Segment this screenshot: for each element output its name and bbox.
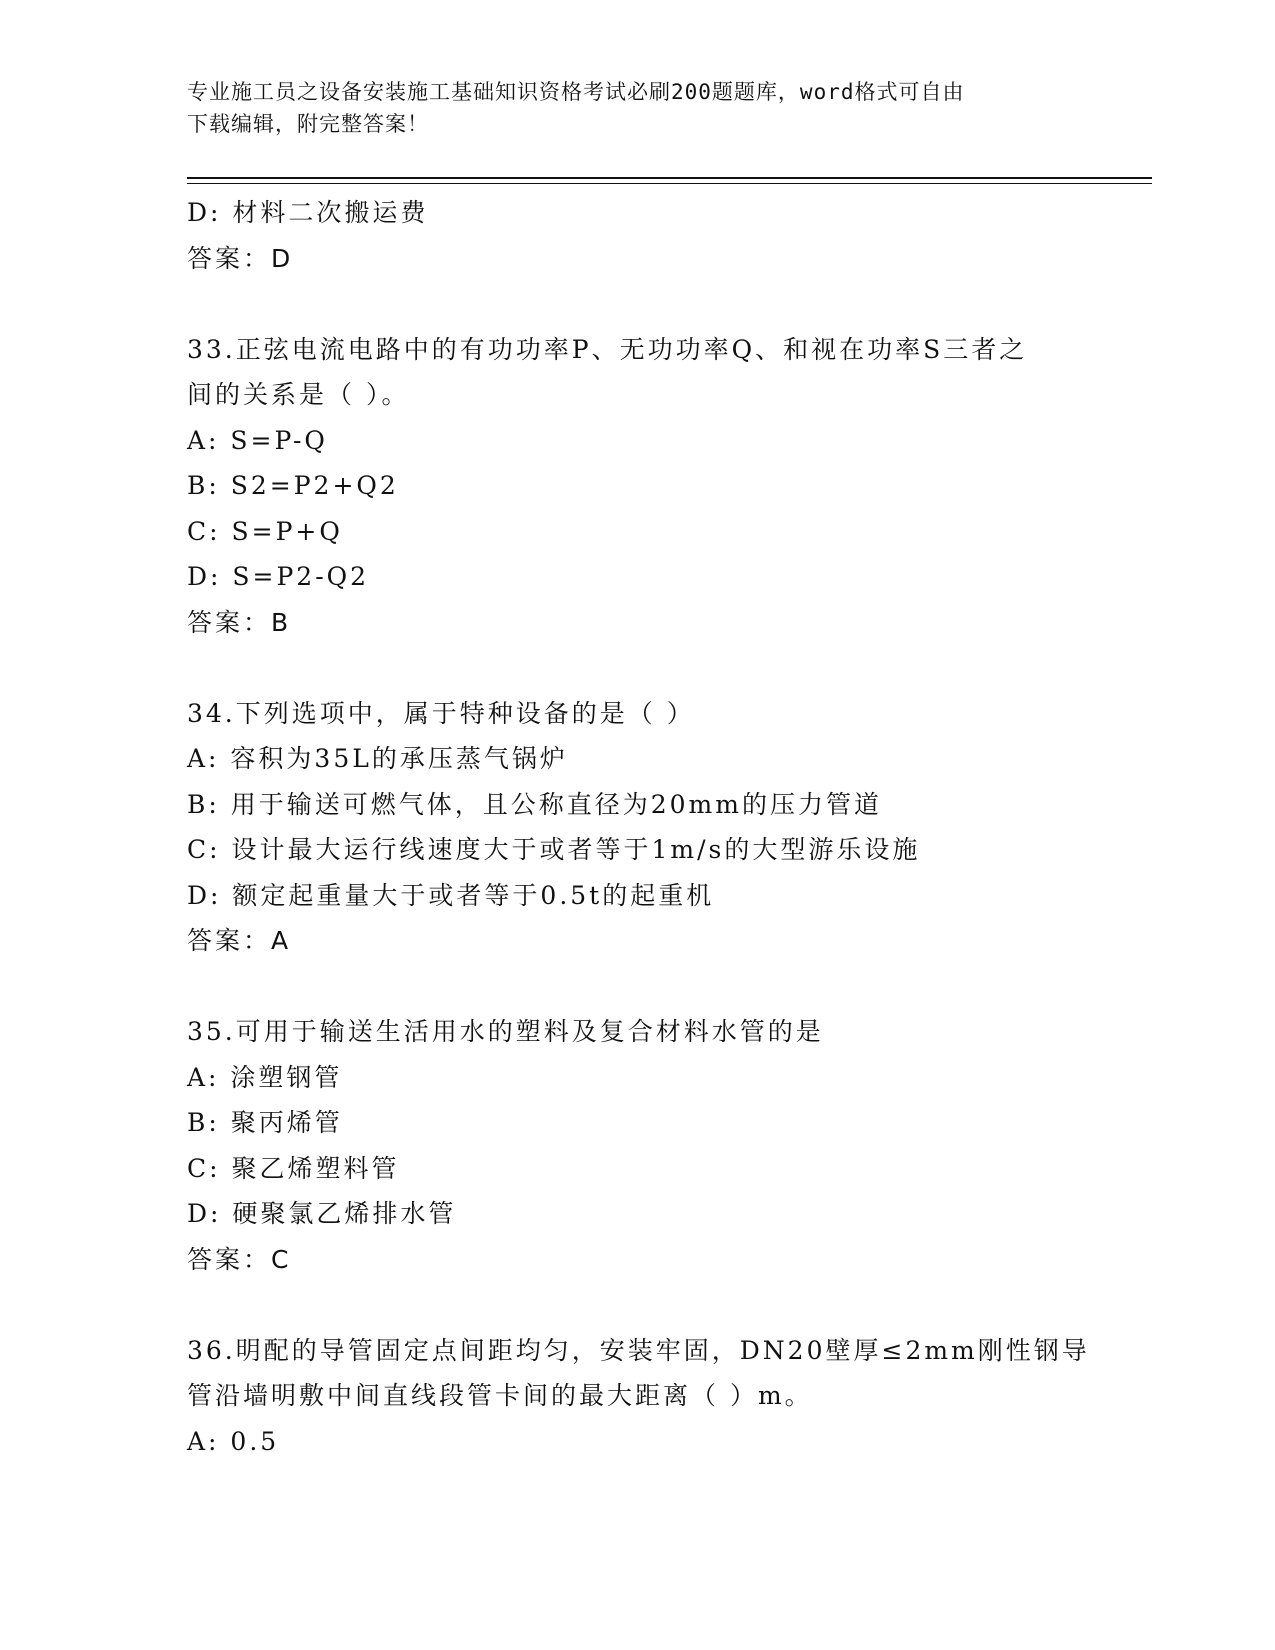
option-c: C: 聚乙烯塑料管 [187, 1153, 400, 1183]
question-stem: 33.正弦电流电路中的有功功率P、无功功率Q、和视在功率S三者之 [187, 334, 1028, 364]
option-a: A: 容积为35L的承压蒸气锅炉 [187, 744, 568, 773]
option-d: D: 硬聚氯乙烯排水管 [187, 1199, 457, 1228]
header-divider-thin [187, 183, 1152, 184]
option-b: B: 聚丙烯管 [187, 1108, 343, 1137]
spacer [187, 1282, 1087, 1328]
document-header [187, 76, 1087, 140]
option-c: C: 设计最大运行线速度大于或者等于1m/s的大型游乐设施 [187, 835, 921, 864]
question-stem: 35.可用于输送生活用水的塑料及复合材料水管的是 [187, 1017, 824, 1046]
option-a: A: 涂塑钢管 [187, 1062, 343, 1092]
header-divider-thick [187, 177, 1152, 179]
spacer [187, 964, 1087, 1010]
option-b: B: 用于输送可燃气体，且公称直径为20mm的压力管道 [187, 789, 882, 819]
question-list [187, 190, 1090, 1464]
option-a: A: 0.5 [187, 1426, 280, 1456]
option-c: C: S=P+Q [187, 516, 343, 546]
question-stem: 34.下列选项中，属于特种设备的是（ ） [187, 698, 695, 728]
answer-line: 答案：D [187, 243, 294, 273]
answer-line: 答案：B [187, 607, 292, 637]
question-stem-continued: 管沿墙明敷中间直线段管卡间的最大距离（ ）m。 [187, 1381, 813, 1410]
header-line-2: 下载编辑，附完整答案！ [187, 112, 429, 136]
header-line-1: 专业施工员之设备安装施工基础知识资格考试必刷200题题库，word格式可自由 [187, 80, 965, 104]
option-d: D: S=P2-Q2 [187, 562, 370, 591]
question-stem: 36.明配的导管固定点间距均匀，安装牢固，DN20壁厚≤2mm刚性钢导 [187, 1335, 1090, 1365]
spacer [187, 645, 1087, 691]
answer-line: 答案：A [187, 926, 292, 955]
answer-line: 答案：C [187, 1244, 292, 1274]
option-a: A: S=P-Q [187, 425, 328, 455]
option-d: D: 额定起重量大于或者等于0.5t的起重机 [187, 880, 715, 910]
spacer [187, 281, 1087, 327]
option-b: B: S2=P2+Q2 [187, 471, 399, 500]
question-stem-continued: 间的关系是（ ）。 [187, 380, 410, 409]
option-d: D: 材料二次搬运费 [187, 198, 429, 227]
